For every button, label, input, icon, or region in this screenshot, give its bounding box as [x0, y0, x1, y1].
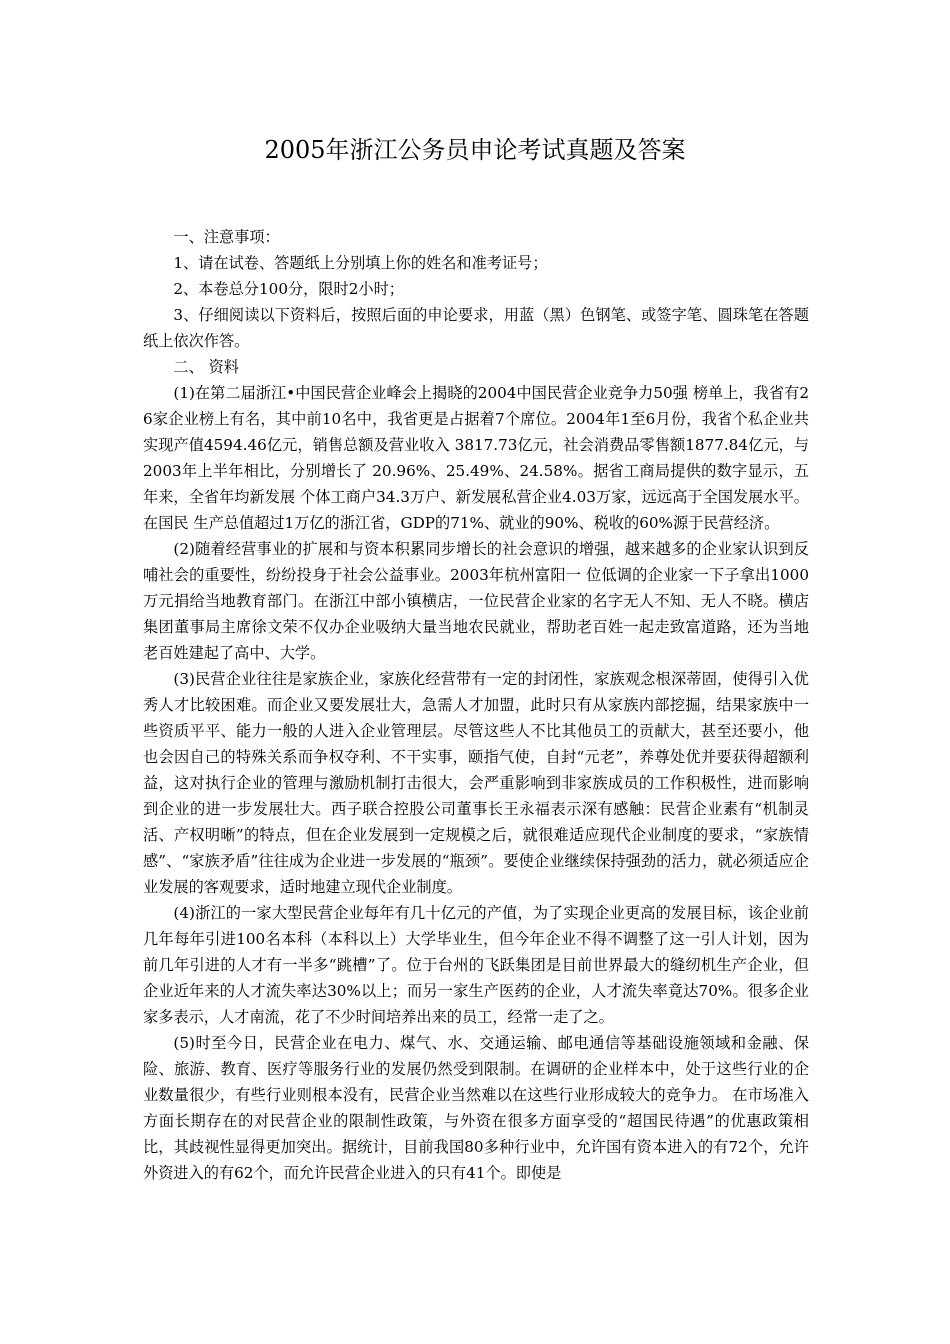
notice-item-3: 3、仔细阅读以下资料后，按照后面的申论要求，用蓝（黑）色钢笔、或签字笔、圆珠笔在答题纸上依次作答。 — [143, 306, 809, 350]
document-title: 2005年浙江公务员申论考试真题及答案 — [264, 136, 686, 164]
notice-item-2: 2、本卷总分100分，限时2小时； — [173, 280, 404, 298]
material-paragraph-5: (5)时至今日，民营企业在电力、煤气、水、交通运输、邮电通信等基础设施领域和金融、保险、旅游、教育、医疗等服务行业的发展仍然受到限制。在调研的企业样本中，处于这些行业的企业数量很少，有些行业则根本没有，民营企业当然难以在这些行业形成较大的竞争力。 在市场准入方面长期存在的对民营企业的限制性政策，与外资在很多方面享受的“超国民待遇”的优惠政策相比，其歧视性显得更加突出。据统计，目前我国80多种行业中，允许国有资本进入的有72个，允许外资进入的有62个，而允许民营企业进入的只有41个。即使是 — [143, 1034, 809, 1182]
material-paragraph-4: (4)浙江的一家大型民营企业每年有几十亿元的产值，为了实现企业更高的发展目标，该企业前几年每年引进100名本科（本科以上）大学毕业生，但今年企业不得不调整了这一引人计划，因为前几年引进的人才有一半多“跳槽”了。位于台州的飞跃集团是目前世界最大的缝纫机生产企业，但企业近年来的人才流失率达30%以上；而另一家生产医药的企业，人才流失率竟达70%。很多企业家多表示，人才南流，花了不少时间培养出来的员工，经常一走了之。 — [143, 904, 809, 1026]
materials-heading: 二、 资料 — [173, 358, 239, 376]
notice-item-1: 1、请在试卷、答题纸上分别填上你的姓名和准考证号； — [173, 254, 548, 272]
material-paragraph-3: (3)民营企业往往是家族企业，家族化经营带有一定的封闭性，家族观念根深蒂固，使得引入优秀人才比较困难。而企业又要发展壮大，急需人才加盟，此时只有从家族内部挖掘，结果家族中一些资质平平、能力一般的人进入企业管理层。尽管这些人不比其他员工的贡献大，甚至还要小，他也会因自己的特殊关系而争权夺利、不干实事，颐指气使，自封“元老”，养尊处优并要获得超额利益，这对执行企业的管理与激励机制打击很大，会严重影响到非家族成员的工作积极性，进而影响到企业的进一步发展壮大。西子联合控股公司董事长王永福表示深有感触：民营企业素有“机制灵活、产权明晰”的特点，但在企业发展到一定规模之后，就很难适应现代企业制度的要求，“家族情感”、“家族矛盾”往往成为企业进一步发展的“瓶颈”。要使企业继续保持强劲的活力，就必须适应企业发展的客观要求，适时地建立现代企业制度。 — [143, 670, 809, 896]
material-paragraph-1: (1)在第二届浙江•中国民营企业峰会上揭晓的2004中国民营企业竞争力50强 榜单上，我省有26家企业榜上有名，其中前10名中，我省更是占据着7个席位。2004年1至6月份，我省个私企业共实现产值4594.46亿元，销售总额及营业收入 3817.73亿元，社会消费品零售额1877.84亿元，与2003年上半年相比，分别增长了 20.96%、25.49%、24.58%。据省工商局提供的数字显示，五年来，全省年均新发展 个体工商户34.3万户、新发展私营企业4.03万家，远远高于全国发展水平。在国民 生产总值超过1万亿的浙江省，GDP的71%、就业的90%、税收的60%源于民营经济。 — [143, 384, 809, 532]
document-body — [143, 224, 809, 1186]
notice-heading: 一、注意事项： — [173, 228, 280, 246]
material-paragraph-2: (2)随着经营事业的扩展和与资本积累同步增长的社会意识的增强，越来越多的企业家认识到反哺社会的重要性，纷纷投身于社会公益事业。2003年杭州富阳一 位低调的企业家一下子拿出1000万元捐给当地教育部门。在浙江中部小镇横店，一位民营企业家的名字无人不知、无人不晓。横店集团董事局主席徐文荣不仅办企业吸纳大量当地农民就业，帮助老百姓一起走致富道路，还为当地老百姓建起了高中、大学。 — [143, 540, 809, 662]
